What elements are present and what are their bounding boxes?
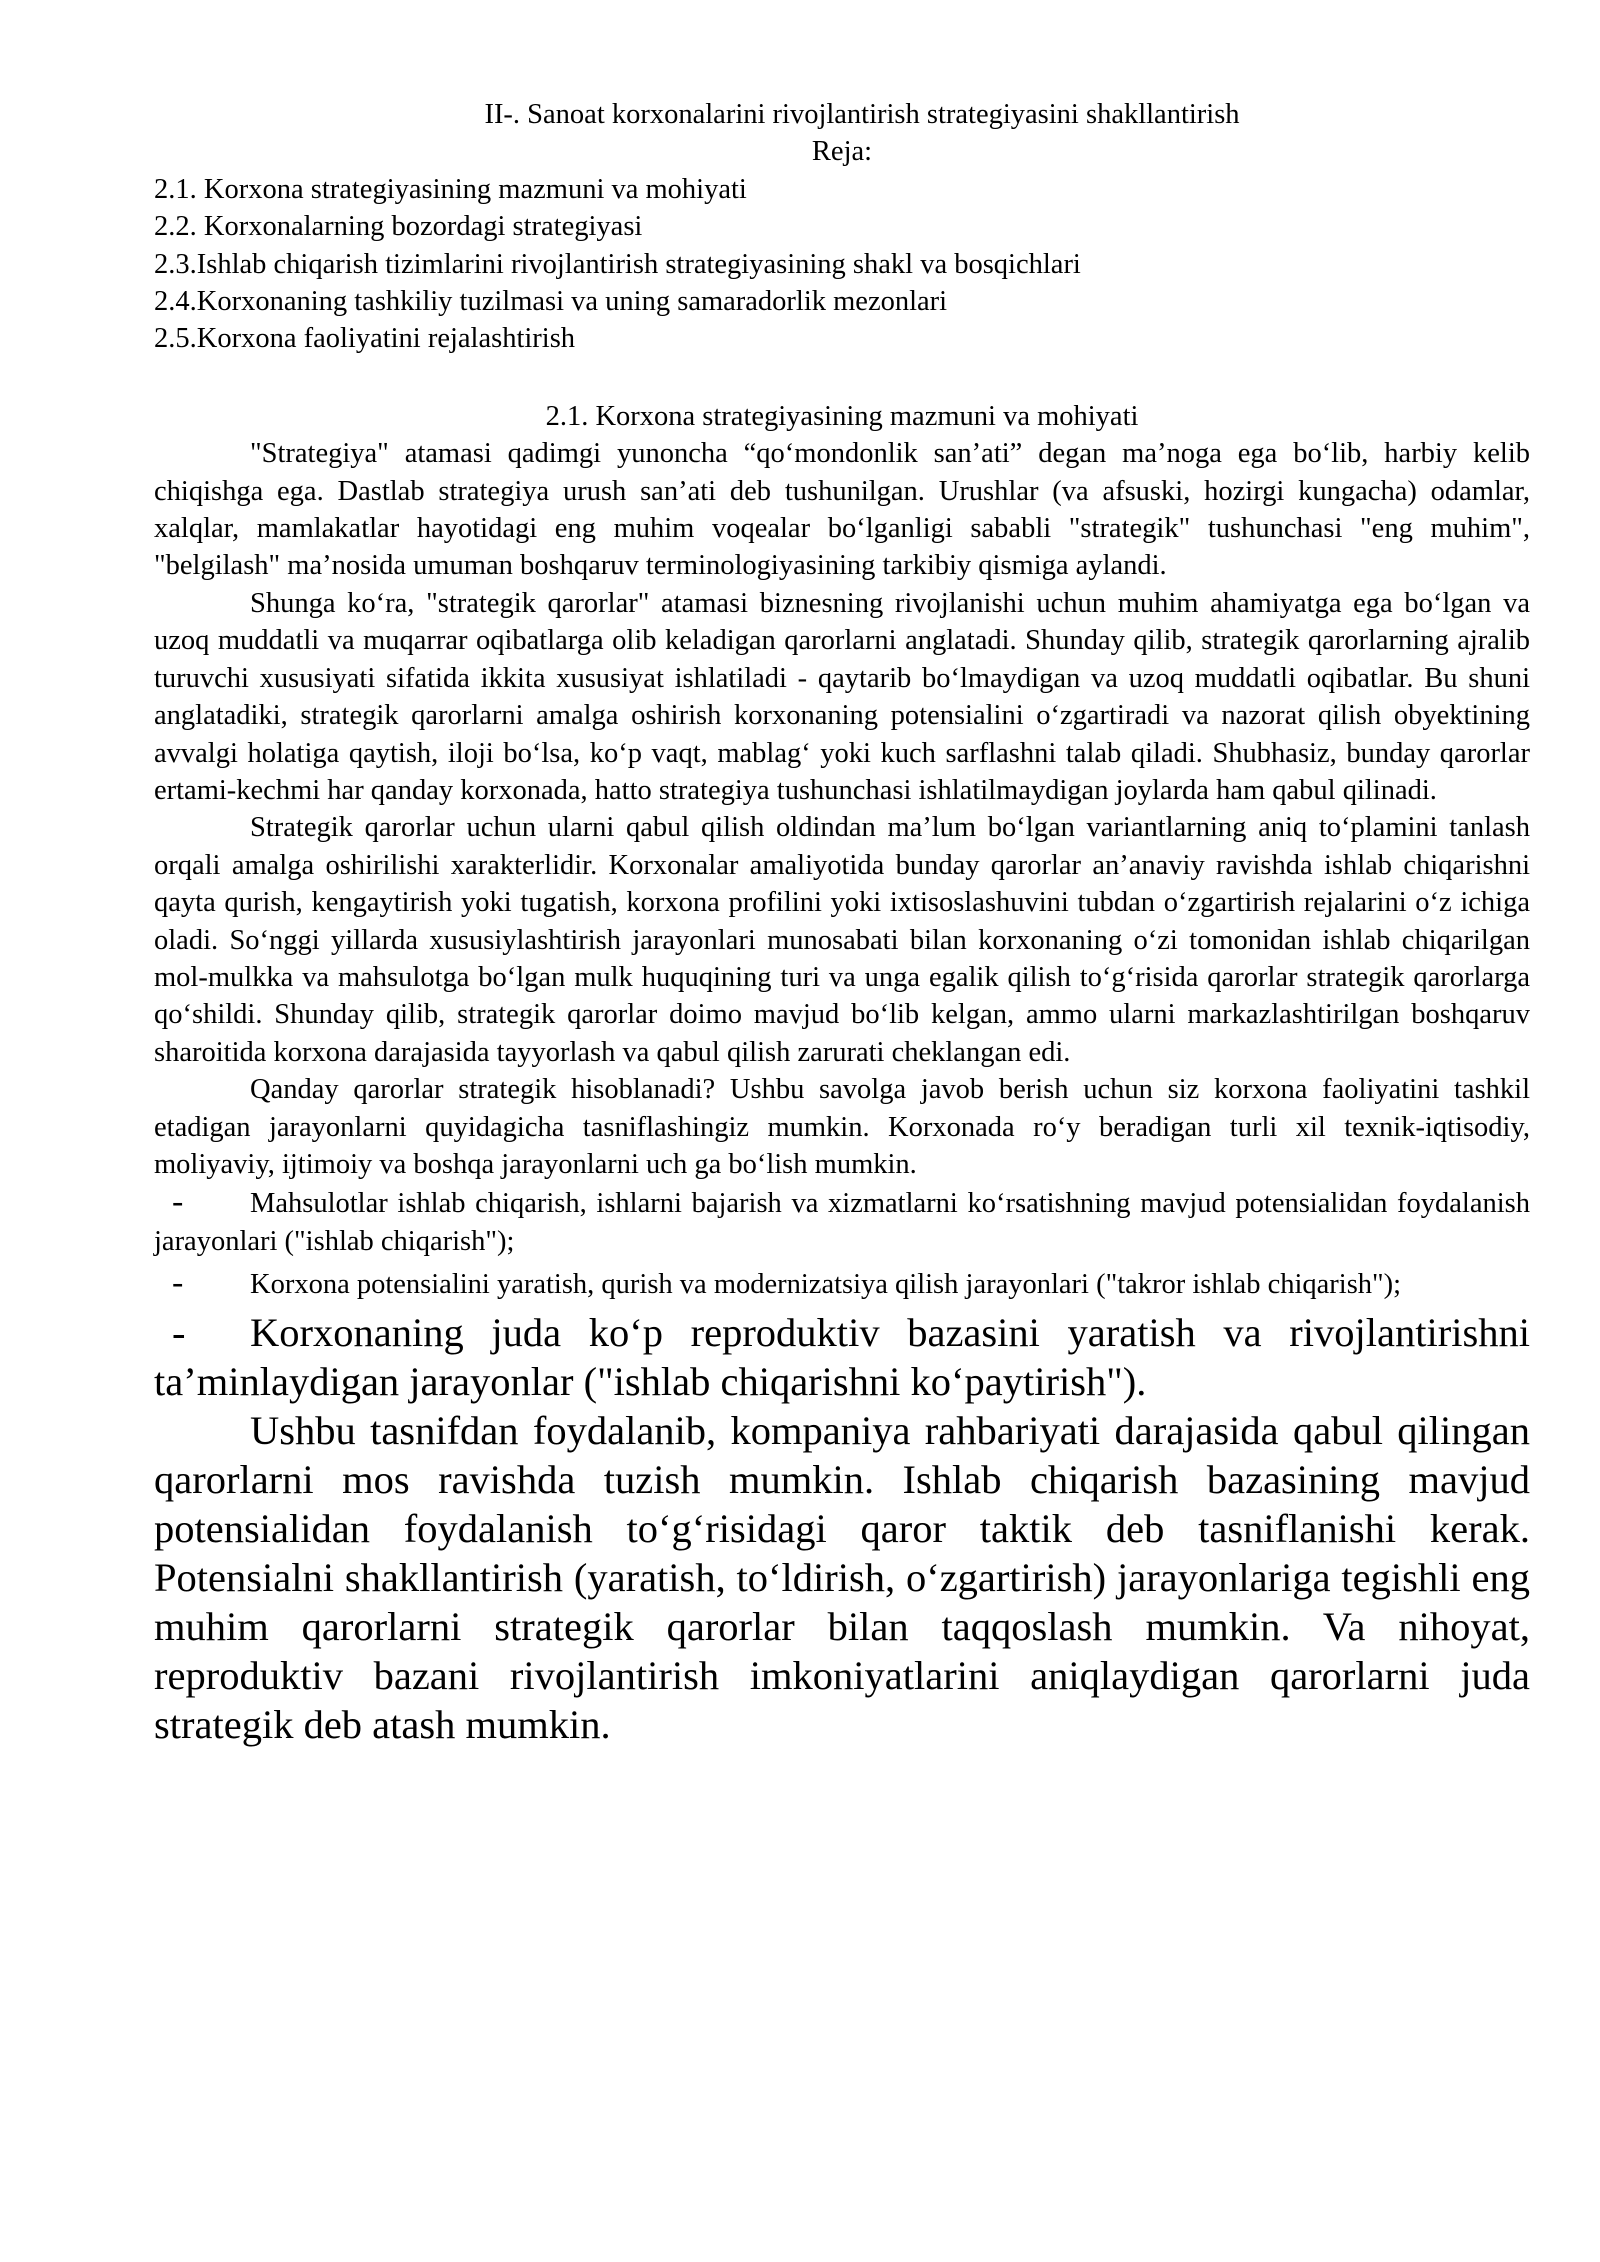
bullet-marker: - <box>172 1264 184 1302</box>
plan-item: 2.3.Ishlab chiqarish tizimlarini rivojlantirish strategiyasining shakl va bosqichlari <box>154 248 1081 280</box>
plan-item: 2.5.Korxona faoliyatini rejalashtirish <box>154 323 576 355</box>
bullet-marker: - <box>172 1183 184 1221</box>
plan-item: 2.4.Korxonaning tashkiliy tuzilmasi va uning samaradorlik mezonlari <box>154 286 948 318</box>
plan-label: Reja: <box>811 136 873 168</box>
bullet-item <box>154 1308 1530 1406</box>
plan-item: 2.2. Korxonalarning bozordagi strategiyasi <box>154 211 643 243</box>
plan-item: 2.1. Korxona strategiyasining mazmuni va mohiyati <box>154 173 747 205</box>
closing-paragraph: Ushbu tasnifdan foydalanib, kompaniya rahbariyati darajasida qabul qilingan qarorlarni mos ravishda tuzish mumkin. Ishlab chiqarish bazasining mavjud potensialidan foydalanish to‘g‘risidagi qaror taktik deb tasniflanishi kerak. Potensialni shakllantirish (yaratish, to‘ldirish, o‘zgartirish) jarayonlariga tegishli eng muhim qarorlarni strategik qarorlar bilan taqqoslash mumkin. Va nihoyat, reproduktiv bazani rivojlantirish imkoniyatlarini aniqlaydigan qarorlarni juda strategik deb atash mumkin. <box>154 1407 1530 1747</box>
body-paragraph: Strategik qarorlar uchun ularni qabul qilish oldindan ma’lum bo‘lgan variantlarning aniq to‘plamini tanlash orqali amalga oshirilishi xarakterlidir. Korxonalar amaliyotida bunday qarorlar an’anaviy ravishda ishlab chiqarishni qayta qurish, kengaytirish yoki tugatish, korxona profilini yoki ixtisoslashuvini tubdan o‘zgartirish rejalarini o‘z ichiga oladi. So‘nggi yillarda xususiylashtirish jarayonlari munosabati bilan korxonaning o‘zi tomonidan ishlab chiqarilgan mol-mulkka va mahsulotga bo‘lgan mulk huquqining turi va unga egalik qilish to‘g‘risida qarorlar strategik qarorlarga qo‘shildi. Shunday qilib, strategik qarorlar doimo mavjud bo‘lib kelgan, ammo ularni markazlashtirilgan boshqaruv sharoitida korxona darajasida tayyorlash va qabul qilish zarurati cheklangan edi. <box>154 812 1530 1068</box>
bullet-marker: - <box>172 1309 186 1355</box>
bullet-text: Korxona potensialini yaratish, qurish va modernizatsiya qilish jarayonlari ("takror ishlab chiqarish"); <box>250 1269 1402 1301</box>
section-title: 2.1. Korxona strategiyasining mazmuni va mohiyati <box>545 400 1139 432</box>
chapter-title: II-. Sanoat korxonalarini rivojlantirish strategiyasini shakllantirish <box>484 99 1240 130</box>
body-paragraph: Qanday qarorlar strategik hisoblanadi? Ushbu savolga javob berish uchun siz korxona faoliyatini tashkil etadigan jarayonlarni quyidagicha tasniflashingiz mumkin. Korxonada ro‘y beradigan turli xil texnik-iqtisodiy, moliyaviy, ijtimoiy va boshqa jarayonlarni uch ga bo‘lish mumkin. <box>154 1074 1530 1180</box>
plan-list <box>154 171 1530 358</box>
body-paragraph: Shunga ko‘ra, "strategik qarorlar" atamasi biznesning rivojlanishi uchun muhim ahamiyatga ega bo‘lgan va uzoq muddatli va muqarrar oqibatlarga olib keladigan qarorlarni anglatadi. Shunday qilib, strategik qarorlarning ajralib turuvchi xususiyati sifatida ikkita xususiyat ishlatiladi - qaytarib bo‘lmaydigan va uzoq muddatli oqibatlar. Bu shuni anglatadiki, strategik qarorlarni amalga oshirish korxonaning potensialini o‘zgartiradi va nazorat qilish obyektining avvalgi holatiga qaytish, iloji bo‘lsa, ko‘p vaqt, mablag‘ yoki kuch sarflashni talab qiladi. Shubhasiz, bunday qarorlar ertami-kechmi har qanday korxonada, hatto strategiya tushunchasi ishlatilmaydigan joylarda ham qabul qilinadi. <box>154 587 1530 806</box>
bullet-text: Korxonaning juda ko‘p reproduktiv bazasini yaratish va rivojlantirishni ta’minlaydigan jarayonlar ("ishlab chiqarishni ko‘paytirish"). <box>154 1309 1530 1404</box>
body-paragraph: "Strategiya" atamasi qadimgi yunoncha “qo‘mondonlik san’ati” degan ma’noga ega bo‘lib, harbiy kelib chiqishga ega. Dastlab strategiya urush san’ati deb tushunilgan. Urushlar (va afsuski, hozirgi kungacha) odamlar, xalqlar, mamlakatlar hayotidagi eng muhim voqealar bo‘lganligi sababli "strategik" tushunchasi "eng muhim", "belgilash" ma’nosida umuman boshqaruv terminologiyasining tarkibiy qismiga aylandi. <box>154 438 1530 582</box>
bullet-item <box>154 1264 1530 1303</box>
bullet-text: Mahsulotlar ishlab chiqarish, ishlarni bajarish va xizmatlarni ko‘rsatishning mavjud potensialidan foydalanish jarayonlari ("ishlab chiqarish"); <box>154 1188 1530 1257</box>
document-page <box>154 96 1530 1749</box>
bullet-item <box>154 1183 1530 1260</box>
